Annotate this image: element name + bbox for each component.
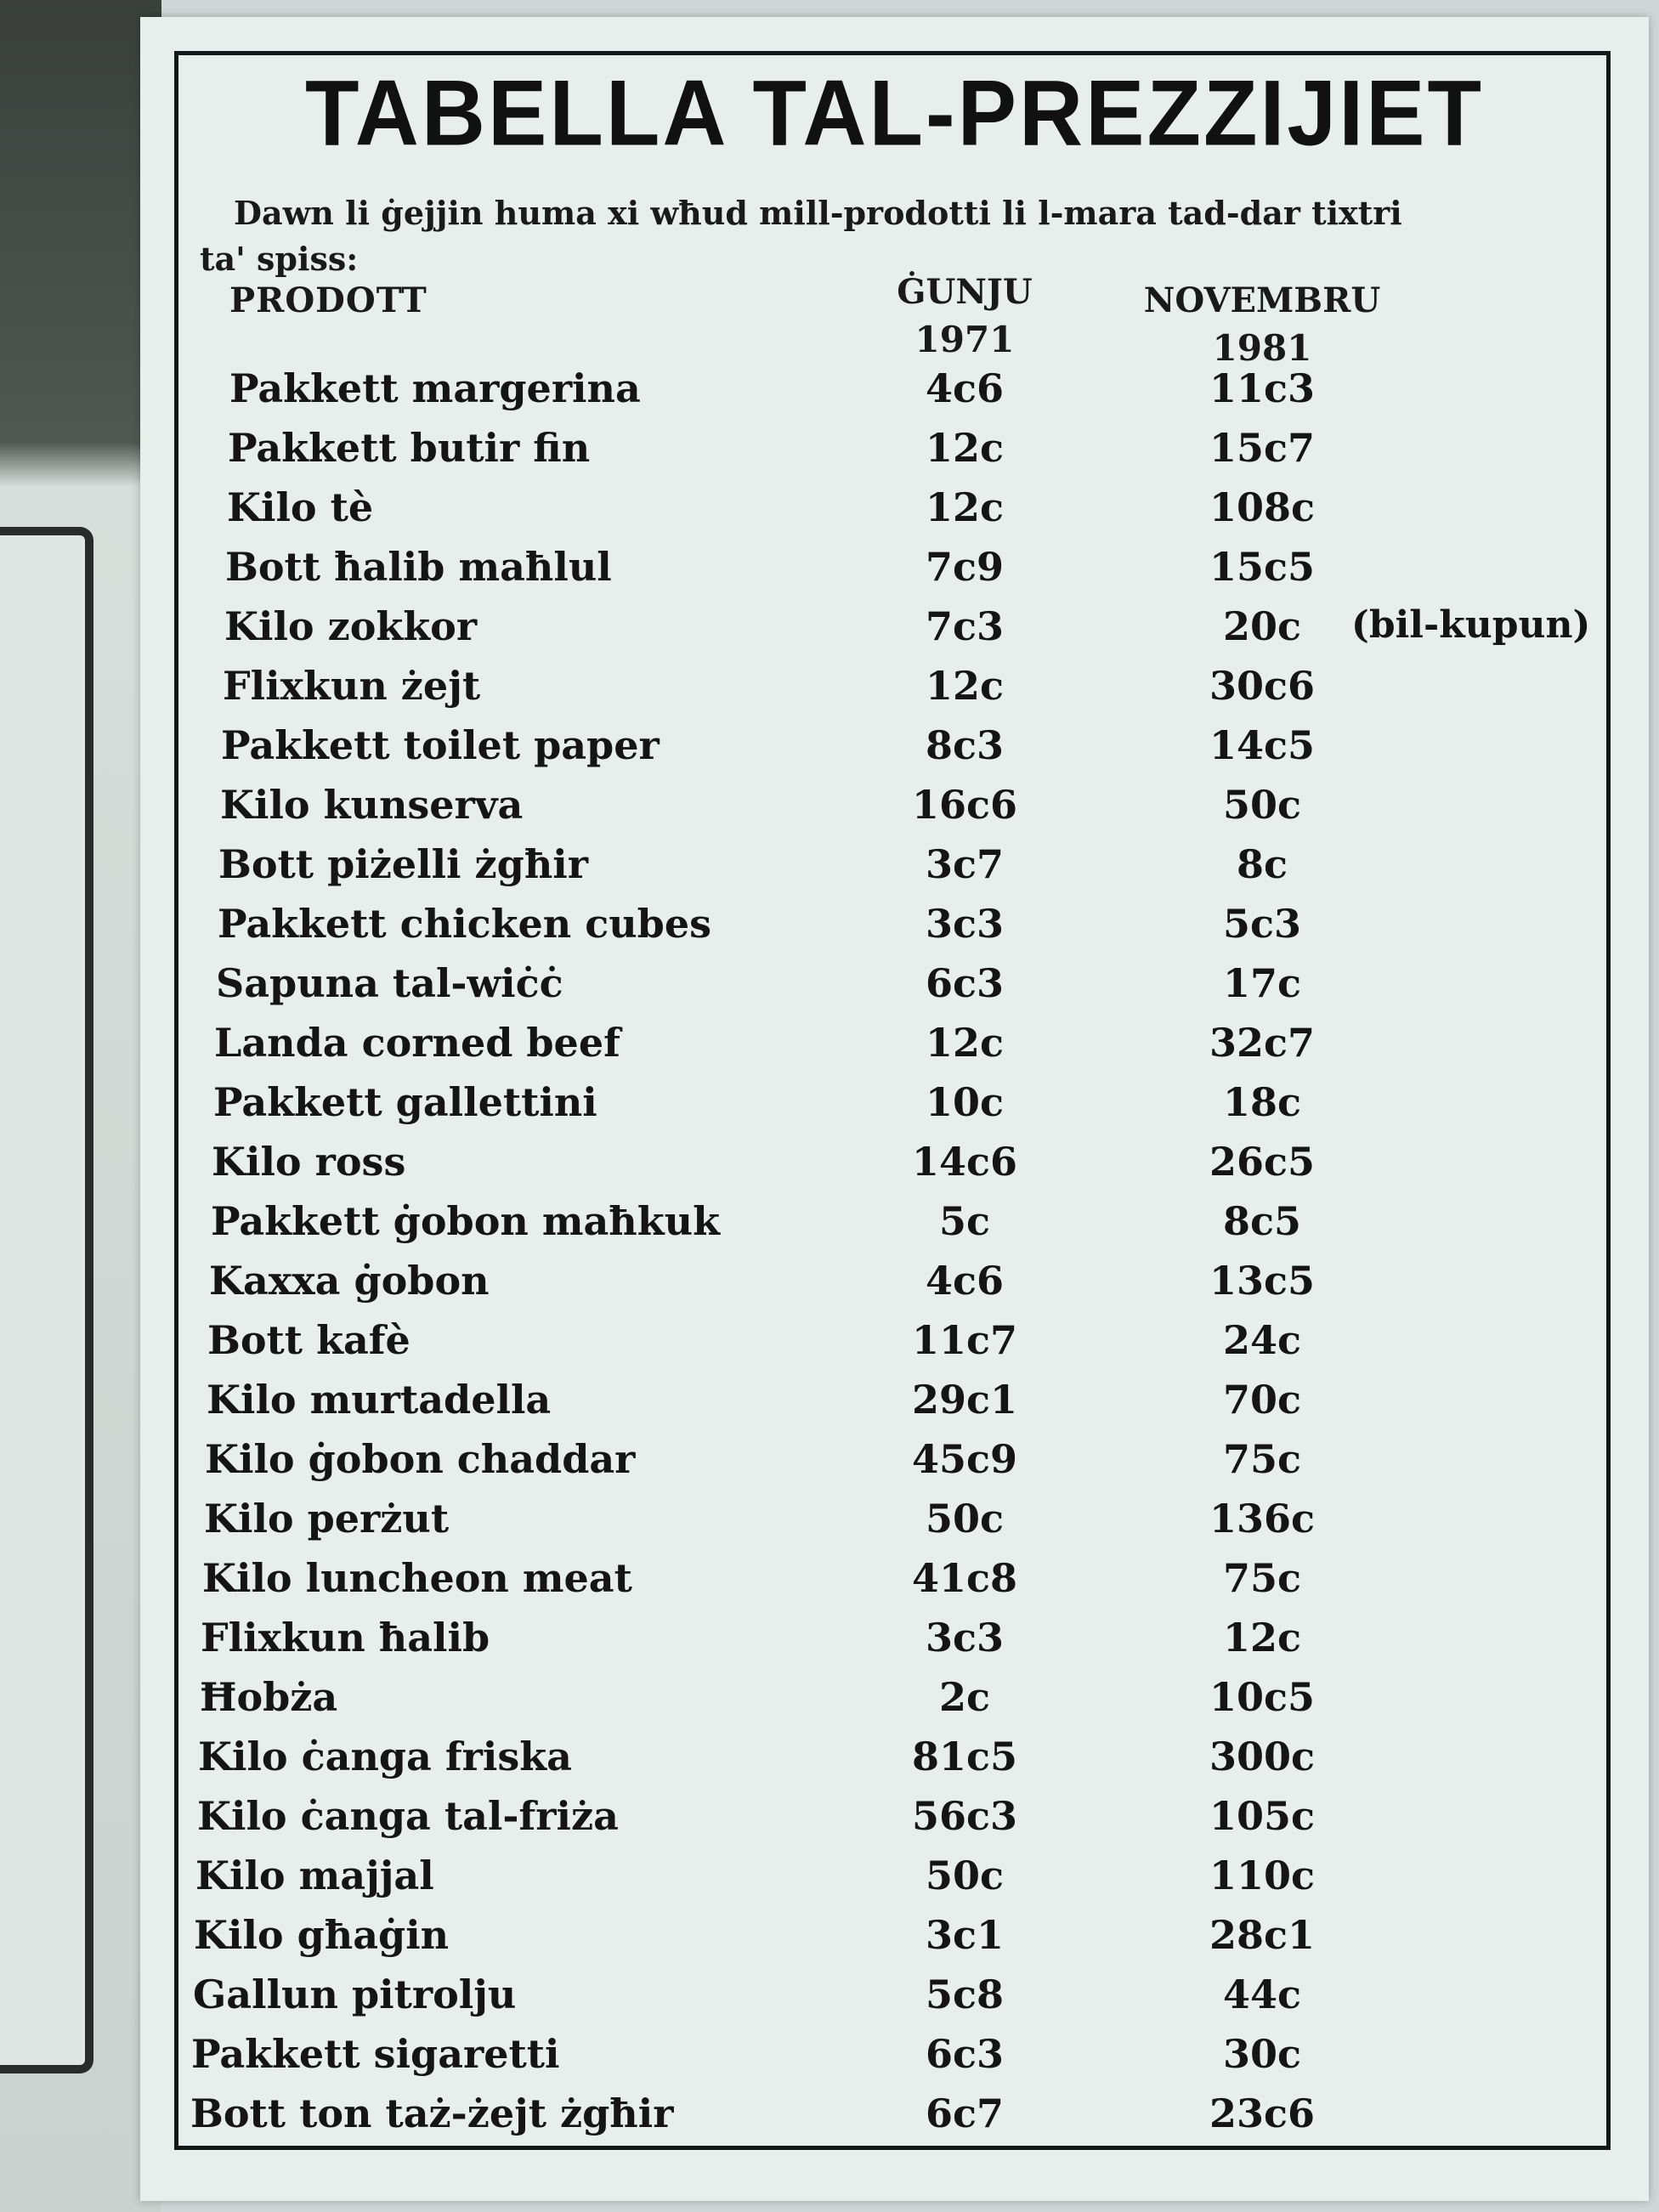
table-row <box>140 782 1649 841</box>
adjacent-page-frame <box>0 527 93 2073</box>
price-1971: 3c1 <box>925 1912 1005 1958</box>
price-1971: 4c6 <box>925 1258 1005 1304</box>
table-row <box>140 1079 1649 1139</box>
intro-line-1: Dawn li ġejjin huma xi wħud mill-prodotti li l-mara tad-dar tixtri <box>234 194 1402 232</box>
price-1981: 105c <box>1209 1793 1316 1839</box>
price-1981: 44c <box>1222 1972 1302 2017</box>
price-1971: 6c3 <box>925 960 1005 1006</box>
product-name: Gallun pitrolju <box>193 1972 517 2017</box>
price-1981: 15c7 <box>1209 425 1316 471</box>
product-name: Kilo ċanga friska <box>198 1734 572 1779</box>
price-1971: 14c6 <box>911 1139 1018 1185</box>
price-1981: 110c <box>1209 1853 1316 1898</box>
table-row <box>140 1793 1649 1853</box>
price-1971: 11c7 <box>911 1317 1018 1363</box>
price-1971: 6c7 <box>925 2090 1005 2136</box>
price-1981: 28c1 <box>1209 1912 1316 1958</box>
price-1981: 14c5 <box>1209 722 1316 768</box>
price-1971: 7c3 <box>925 603 1005 649</box>
product-name: Pakkett chicken cubes <box>218 901 711 947</box>
product-name: Kilo murtadella <box>207 1377 552 1423</box>
header-col1-year: 1971 <box>914 319 1015 360</box>
table-row <box>140 1972 1649 2031</box>
price-1981: 136c <box>1209 1496 1316 1542</box>
product-name: Pakkett ġobon maħkuk <box>211 1198 720 1244</box>
product-name: Kilo majjal <box>195 1853 434 1898</box>
page-title: TABELLA TAL-PREZZIJIET <box>304 62 1485 166</box>
product-name: Kilo luncheon meat <box>202 1555 632 1601</box>
price-1971: 41c8 <box>911 1555 1018 1601</box>
price-1971: 12c <box>925 425 1005 471</box>
price-1981: 20c <box>1222 603 1302 649</box>
price-note: (bil-kupun) <box>1351 603 1591 647</box>
product-name: Bott kafè <box>207 1317 411 1363</box>
table-row <box>140 1734 1649 1793</box>
table-row <box>140 425 1649 484</box>
price-1981: 23c6 <box>1209 2090 1316 2136</box>
price-1971: 45c9 <box>911 1436 1018 1482</box>
table-row <box>140 1615 1649 1674</box>
price-1981: 75c <box>1222 1436 1302 1482</box>
price-1971: 3c7 <box>925 841 1005 887</box>
price-1971: 16c6 <box>911 782 1018 828</box>
table-row <box>140 1198 1649 1258</box>
price-1971: 5c <box>938 1198 990 1244</box>
table-row <box>140 603 1649 663</box>
price-1981: 108c <box>1209 484 1316 530</box>
price-1971: 50c <box>925 1853 1005 1898</box>
product-name: Kaxxa ġobon <box>209 1258 490 1304</box>
document-page <box>140 17 1649 2201</box>
table-row <box>140 1555 1649 1615</box>
table-row <box>140 1912 1649 1972</box>
product-name: Kilo tè <box>227 484 374 530</box>
price-1981: 12c <box>1222 1615 1302 1660</box>
table-row <box>140 1258 1649 1317</box>
price-1971: 3c3 <box>925 901 1005 947</box>
price-1981: 5c3 <box>1222 901 1302 947</box>
product-name: Sapuna tal-wiċċ <box>216 960 563 1006</box>
product-name: Kilo ġobon chaddar <box>205 1436 636 1482</box>
table-row <box>140 1436 1649 1496</box>
table-row <box>140 1853 1649 1912</box>
product-name: Ħobża <box>200 1674 338 1720</box>
product-name: Pakkett butir fin <box>228 425 591 471</box>
table-row <box>140 1377 1649 1436</box>
price-1981: 70c <box>1222 1377 1302 1423</box>
price-1971: 8c3 <box>925 722 1005 768</box>
product-name: Pakkett sigaretti <box>191 2031 560 2077</box>
table-row <box>140 2031 1649 2090</box>
price-1981: 24c <box>1222 1317 1302 1363</box>
price-1971: 5c8 <box>925 1972 1005 2017</box>
price-1971: 2c <box>938 1674 990 1720</box>
product-name: Kilo perżut <box>204 1496 450 1542</box>
product-name: Kilo zokkor <box>224 603 478 649</box>
product-name: Bott piżelli żgħir <box>218 841 588 887</box>
price-1981: 26c5 <box>1209 1139 1316 1185</box>
price-1981: 75c <box>1222 1555 1302 1601</box>
price-1971: 81c5 <box>911 1734 1018 1779</box>
price-1981: 30c6 <box>1209 663 1316 709</box>
price-1981: 17c <box>1222 960 1302 1006</box>
product-name: Kilo kunserva <box>220 782 524 828</box>
table-row <box>140 365 1649 425</box>
table-row <box>140 901 1649 960</box>
header-col2-month: NOVEMBRU <box>1143 280 1381 320</box>
price-1971: 12c <box>925 484 1005 530</box>
header-col2-year: 1981 <box>1212 327 1312 369</box>
product-name: Pakkett toilet paper <box>221 722 660 768</box>
price-1981: 13c5 <box>1209 1258 1316 1304</box>
price-1971: 56c3 <box>911 1793 1018 1839</box>
price-1971: 6c3 <box>925 2031 1005 2077</box>
price-1971: 12c <box>925 663 1005 709</box>
price-1981: 8c <box>1236 841 1288 887</box>
price-1981: 32c7 <box>1209 1020 1316 1066</box>
price-1971: 3c3 <box>925 1615 1005 1660</box>
intro-text <box>200 191 1560 278</box>
header-product: PRODOTT <box>229 280 427 320</box>
table-row <box>140 1674 1649 1734</box>
price-1981: 11c3 <box>1209 365 1316 411</box>
price-1981: 15c5 <box>1209 544 1316 590</box>
table-row <box>140 484 1649 544</box>
product-name: Flixkun żejt <box>223 663 481 709</box>
product-name: Bott ton taż-żejt żgħir <box>190 2090 674 2136</box>
price-1971: 12c <box>925 1020 1005 1066</box>
price-1981: 8c5 <box>1222 1198 1302 1244</box>
price-1981: 18c <box>1222 1079 1302 1125</box>
product-name: Bott ħalib maħlul <box>225 544 612 590</box>
price-1971: 29c1 <box>911 1377 1018 1423</box>
table-row <box>140 1317 1649 1377</box>
price-1971: 7c9 <box>925 544 1005 590</box>
table-row <box>140 544 1649 603</box>
table-row <box>140 960 1649 1020</box>
price-1971: 50c <box>925 1496 1005 1542</box>
price-1981: 50c <box>1222 782 1302 828</box>
price-1971: 4c6 <box>925 365 1005 411</box>
header-col1-month: ĠUNJU <box>897 272 1033 312</box>
product-name: Kilo ross <box>212 1139 406 1185</box>
table-row <box>140 1020 1649 1079</box>
product-name: Landa corned beef <box>214 1020 620 1066</box>
product-name: Flixkun ħalib <box>201 1615 490 1660</box>
product-name: Pakkett margerina <box>229 365 641 411</box>
table-row <box>140 1139 1649 1198</box>
intro-line-2: ta' spiss: <box>200 240 359 278</box>
product-name: Kilo ċanga tal-friża <box>197 1793 619 1839</box>
product-name: Kilo għaġin <box>194 1912 450 1958</box>
price-1981: 10c5 <box>1209 1674 1316 1720</box>
price-1981: 30c <box>1222 2031 1302 2077</box>
table-row <box>140 722 1649 782</box>
table-row <box>140 663 1649 722</box>
product-name: Pakkett gallettini <box>213 1079 597 1125</box>
price-1981: 300c <box>1209 1734 1316 1779</box>
table-row <box>140 841 1649 901</box>
table-row <box>140 1496 1649 1555</box>
price-1971: 10c <box>925 1079 1005 1125</box>
table-row <box>140 2090 1649 2150</box>
